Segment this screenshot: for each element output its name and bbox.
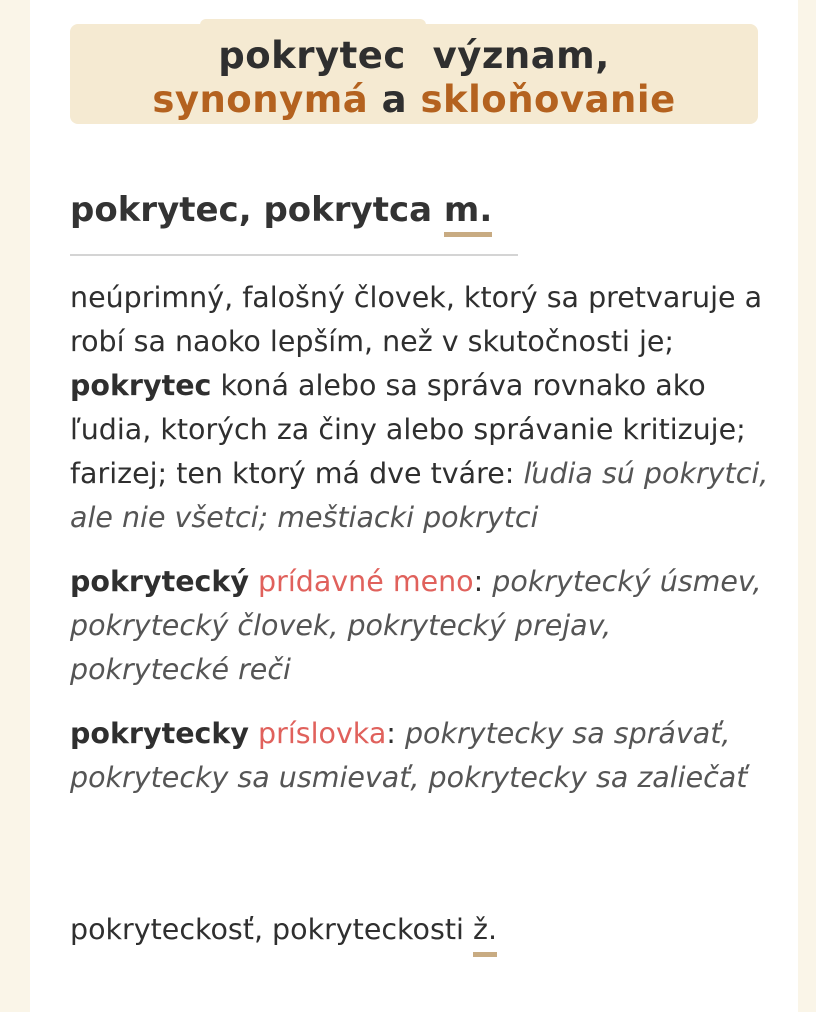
adverb-paragraph — [70, 712, 770, 800]
page-title — [70, 24, 758, 124]
declension-link[interactable]: skloňovanie — [420, 78, 676, 121]
noun-word: pokryteckosť, pokryteckosti — [70, 913, 464, 946]
definition-bold-word: pokrytec — [70, 369, 212, 402]
definition-section — [70, 276, 770, 800]
definition-text-1: neúprimný, falošný človek, ktorý sa pretvaruje a robí sa naoko lepším, než v skutočnosti je; — [70, 281, 763, 358]
adverb-word: pokrytecky — [70, 717, 249, 750]
headword-text: pokrytec, pokrytca — [70, 190, 433, 230]
adverb-examples: pokrytecky sa správať, pokrytecky sa usmievať, pokrytecky sa zaliečať — [70, 717, 748, 794]
adverb-pos-label[interactable]: príslovka — [258, 717, 387, 750]
headword — [70, 190, 492, 230]
title-word: pokrytec — [218, 34, 406, 77]
noun-gender-abbreviation[interactable]: ž. — [473, 908, 497, 952]
title-line-1 — [70, 24, 758, 78]
noun-entry — [70, 908, 497, 952]
definition-examples: ľudia sú pokrytci, ale nie všetci; meštiacki pokrytci — [70, 457, 769, 534]
gender-abbreviation[interactable]: m. — [443, 190, 493, 230]
adjective-examples: pokrytecký úsmev, pokrytecký človek, pokrytecký prejav, pokrytecké reči — [70, 565, 762, 686]
page — [30, 0, 798, 1012]
adjective-pos-label[interactable]: prídavné meno — [258, 565, 474, 598]
synonyms-link[interactable]: synonymá — [152, 78, 369, 121]
definition-paragraph — [70, 276, 770, 540]
divider — [70, 254, 518, 256]
title-line-2 — [70, 78, 758, 122]
adjective-paragraph — [70, 560, 770, 692]
definition-text-2: koná alebo sa správa rovnako ako ľudia, ktorých za činy alebo správanie kritizuje; farizej; ten ktorý má dve tváre: — [70, 369, 746, 490]
adjective-separator: : — [473, 565, 493, 598]
title-conjunction: a — [381, 78, 408, 121]
adjective-word: pokrytecký — [70, 565, 249, 598]
adverb-separator: : — [386, 717, 405, 750]
title-meaning: význam, — [432, 34, 610, 77]
